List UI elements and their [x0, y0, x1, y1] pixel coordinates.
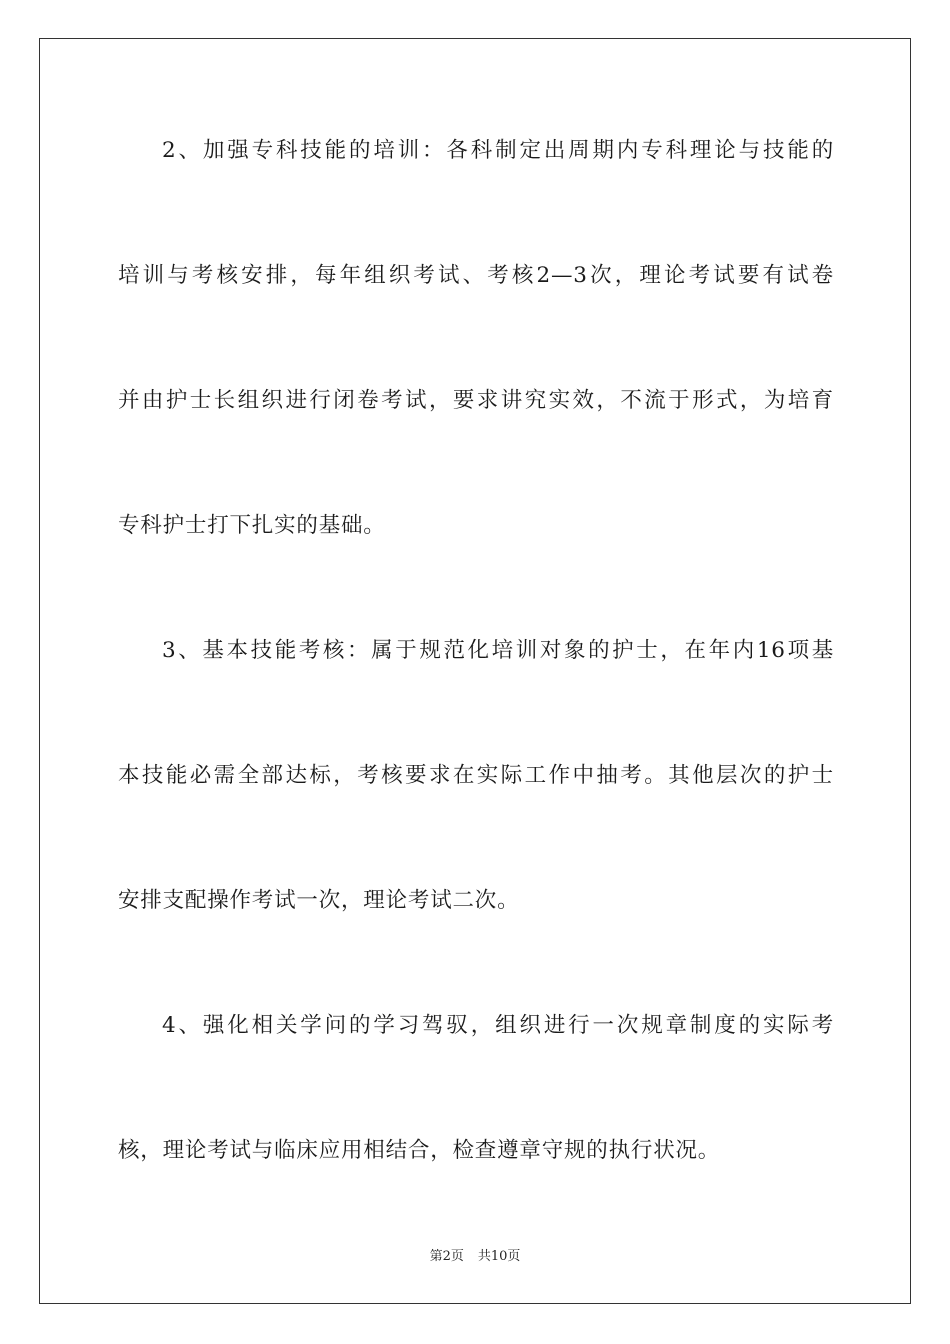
paragraph-1-line-2: 培训与考核安排，每年组织考试、考核2—3次，理论考试要有试卷 — [118, 263, 834, 288]
paragraph-2-line-3: 安排支配操作考试一次，理论考试二次。 — [118, 888, 520, 913]
paragraph-1-line-3: 并由护士长组织进行闭卷考试，要求讲究实效，不流于形式，为培育 — [118, 388, 834, 413]
page-footer — [0, 1248, 950, 1266]
paragraph-2-line-1: 3、基本技能考核：属于规范化培训对象的护士，在年内16项基 — [162, 638, 834, 663]
page-total: 共10页 — [477, 1249, 521, 1264]
paragraph-3-line-1: 4、强化相关学问的学习驾驭，组织进行一次规章制度的实际考 — [162, 1013, 834, 1038]
page-border — [39, 38, 911, 1304]
paragraph-1-line-4: 专科护士打下扎实的基础。 — [118, 513, 386, 538]
paragraph-2-line-2: 本技能必需全部达标，考核要求在实际工作中抽考。其他层次的护士 — [118, 763, 834, 788]
page-number: 第2页 — [429, 1249, 464, 1264]
paragraph-3-line-2: 核，理论考试与临床应用相结合，检查遵章守规的执行状况。 — [118, 1138, 721, 1163]
paragraph-1-line-1: 2、加强专科技能的培训：各科制定出周期内专科理论与技能的 — [162, 138, 834, 163]
